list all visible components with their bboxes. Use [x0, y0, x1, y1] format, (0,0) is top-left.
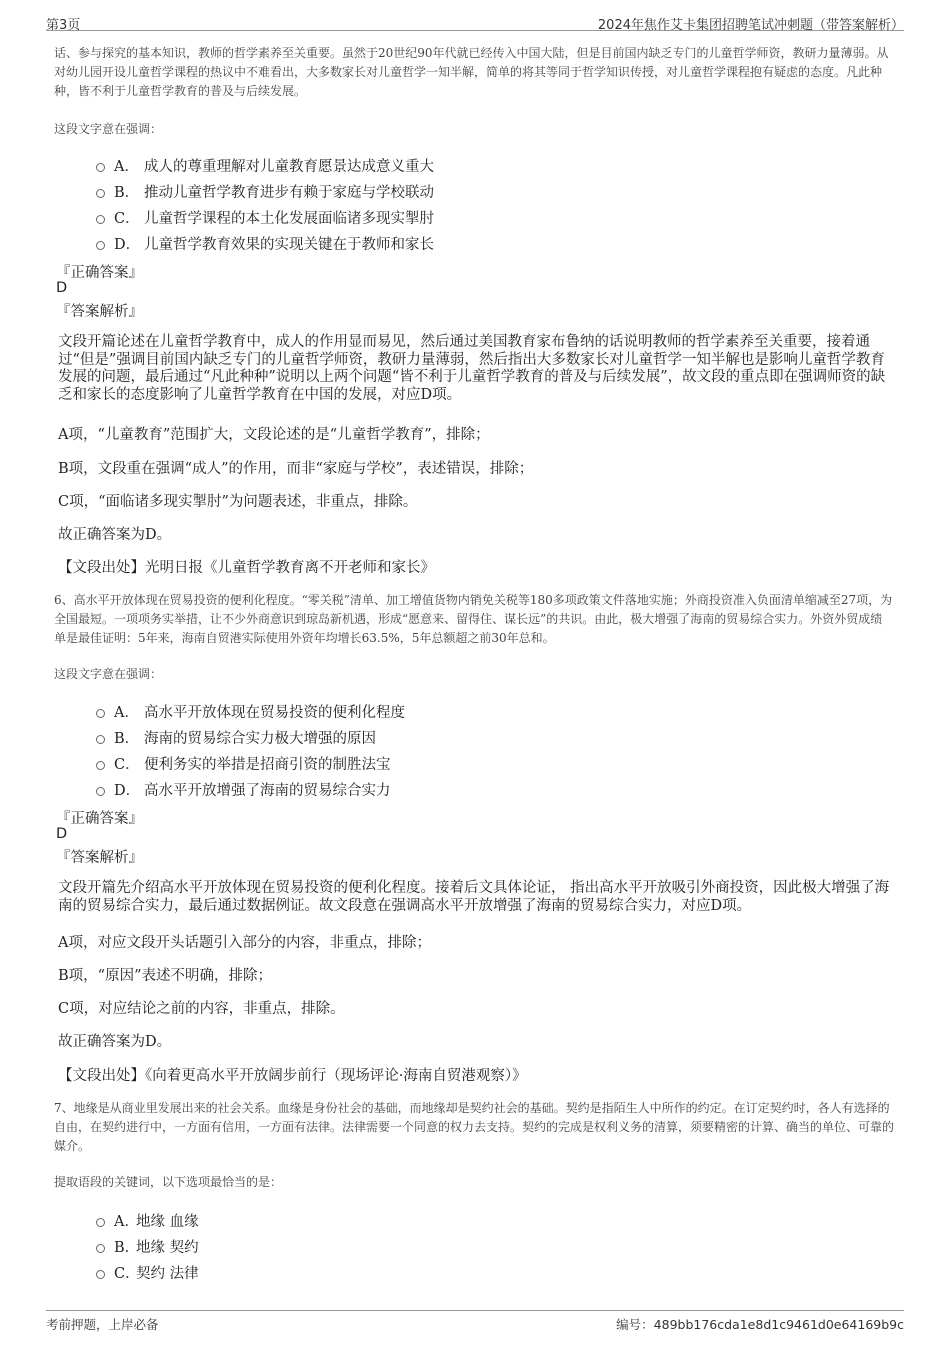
q5-analysis: 文段开篇论述在儿童哲学教育中，成人的作用显而易见，然后通过美国教育家布鲁纳的话说明教师的哲学素养至关重要，接着通过“但是”强调目前国内缺乏专门的儿童哲学师资，教研力量薄弱，然后指出大多数家长对儿童哲学一知半解也是影响儿童哲学教育发展的问题，最后通过“凡此种种”说明以上两个问题“皆不利于儿童哲学教育的普及与后续发展”，故文段的重点即在强调师资的缺乏和家长的态度影响了儿童哲学教育在中国的发展，对应D项。	[58, 334, 886, 403]
q6-source: 【文段出处】《向着更高水平开放阔步前行（现场评论·海南自贸港观察）》	[58, 1068, 527, 1084]
page-number: 第3页	[46, 18, 81, 33]
q6-answer-label: 『正确答案』	[56, 811, 143, 827]
q6-option-b[interactable]: B． 海南的贸易综合实力极大增强的原因	[96, 727, 376, 748]
q5-option-c[interactable]: C． 儿童哲学课程的本土化发展面临诸多现实掣肘	[96, 207, 434, 228]
q5-note-b: B项，文段重在强调“成人”的作用，而非“家庭与学校”，表述错误，排除；	[58, 461, 534, 477]
q5-conclusion: 故正确答案为D。	[58, 527, 172, 543]
q5-source: 【文段出处】光明日报《儿童哲学教育离不开老师和家长》	[58, 560, 435, 576]
q5-prompt: 这段文字意在强调：	[54, 122, 163, 136]
q6-analysis: 文段开篇先介绍高水平开放体现在贸易投资的便利化程度。接着后文具体论证， 指出高水平开放吸引外商投资，因此极大增强了海南的贸易综合实力，最后通过数据例证。故文段意在强调高水平开放增强了海南的贸易综合实力，对应D项。	[58, 880, 890, 914]
page-header	[46, 8, 904, 31]
radio-icon[interactable]	[96, 787, 105, 796]
radio-icon[interactable]	[96, 163, 105, 172]
q6-note-b: B项，“原因”表述不明确，排除；	[58, 968, 272, 984]
radio-icon[interactable]	[96, 761, 105, 770]
q6-answer: D	[56, 826, 68, 842]
radio-icon[interactable]	[96, 1218, 105, 1227]
radio-icon[interactable]	[96, 709, 105, 718]
document-id: 编号：489bb176cda1e8d1c9461d0e64169b9c	[616, 1317, 904, 1332]
q6-conclusion: 故正确答案为D。	[58, 1034, 172, 1050]
q6-prompt: 这段文字意在强调：	[54, 667, 163, 681]
q6-option-d[interactable]: D． 高水平开放增强了海南的贸易综合实力	[96, 779, 391, 800]
q6-option-a[interactable]: A． 高水平开放体现在贸易投资的便利化程度	[96, 701, 405, 722]
q6-passage: 6、高水平开放体现在贸易投资的便利化程度。“零关税”清单、加工增值货物内销免关税等180多项政策文件落地实施；外商投资准入负面清单缩减至27项，为全国最短。一项项务实举措，让不少外商意识到琼岛新机遇，形成“愿意来、留得住、谋长远”的共识。由此，极大增强了海南的贸易综合实力。外资外贸成绩单是最佳证明：5年来，海南自贸港实际使用外资年均增长63.5%，5年总额超之前30年总和。	[54, 593, 893, 645]
q7-option-b[interactable]: B． 地缘 契约	[96, 1236, 199, 1257]
document-title: 2024年焦作艾卡集团招聘笔试冲刺题（带答案解析）	[597, 18, 904, 33]
q5-answer: D	[56, 280, 68, 296]
radio-icon[interactable]	[96, 1244, 105, 1253]
page-footer	[46, 1310, 904, 1333]
radio-icon[interactable]	[96, 241, 105, 250]
q5-note-a: A项，“儿童教育”范围扩大，文段论述的是“儿童哲学教育”，排除；	[58, 427, 490, 443]
q7-option-a[interactable]: A． 地缘 血缘	[96, 1210, 199, 1231]
q6-note-a: A项，对应文段开头话题引入部分的内容，非重点，排除；	[58, 935, 431, 951]
footer-slogan: 考前押题，上岸必备	[46, 1317, 159, 1332]
radio-icon[interactable]	[96, 215, 105, 224]
q6-analysis-label: 『答案解析』	[56, 850, 143, 866]
q6-note-c: C项，对应结论之前的内容，非重点，排除。	[58, 1001, 345, 1017]
q7-passage: 7、地缘是从商业里发展出来的社会关系。血缘是身份社会的基础，而地缘却是契约社会的基础。契约是指陌生人中所作的约定。在订定契约时，各人有选择的自由，在契约进行中，一方面有信用，一方面有法律。法律需要一个同意的权力去支持。契约的完成是权利义务的清算，须要精密的计算、确当的单位、可靠的媒介。	[54, 1101, 895, 1153]
q5-option-a[interactable]: A． 成人的尊重理解对儿童教育愿景达成意义重大	[96, 155, 434, 176]
radio-icon[interactable]	[96, 189, 105, 198]
q6-option-c[interactable]: C． 便利务实的举措是招商引资的制胜法宝	[96, 753, 391, 774]
radio-icon[interactable]	[96, 1270, 105, 1279]
q5-answer-label: 『正确答案』	[56, 265, 143, 281]
radio-icon[interactable]	[96, 735, 105, 744]
q5-option-d[interactable]: D． 儿童哲学教育效果的实现关键在于教师和家长	[96, 233, 434, 254]
q5-passage-tail: 话、参与探究的基本知识，教师的哲学素养至关重要。虽然于20世纪90年代就已经传入中国大陆，但是目前国内缺乏专门的儿童哲学师资，教研力量薄弱。从对幼儿园开设儿童哲学课程的热议中不难看出，大多数家长对儿童哲学一知半解，简单的将其等同于哲学知识传授，对儿童哲学课程抱有疑虑的态度。凡此种种，皆不利于儿童哲学教育的普及与后续发展。	[54, 46, 889, 98]
q5-analysis-label: 『答案解析』	[56, 304, 143, 320]
q5-note-c: C项，“面临诸多现实掣肘”为问题表述，非重点，排除。	[58, 494, 418, 510]
q7-prompt: 提取语段的关键词，以下选项最恰当的是：	[54, 1175, 283, 1189]
q7-option-c[interactable]: C． 契约 法律	[96, 1262, 199, 1283]
q5-option-b[interactable]: B． 推动儿童哲学教育进步有赖于家庭与学校联动	[96, 181, 434, 202]
